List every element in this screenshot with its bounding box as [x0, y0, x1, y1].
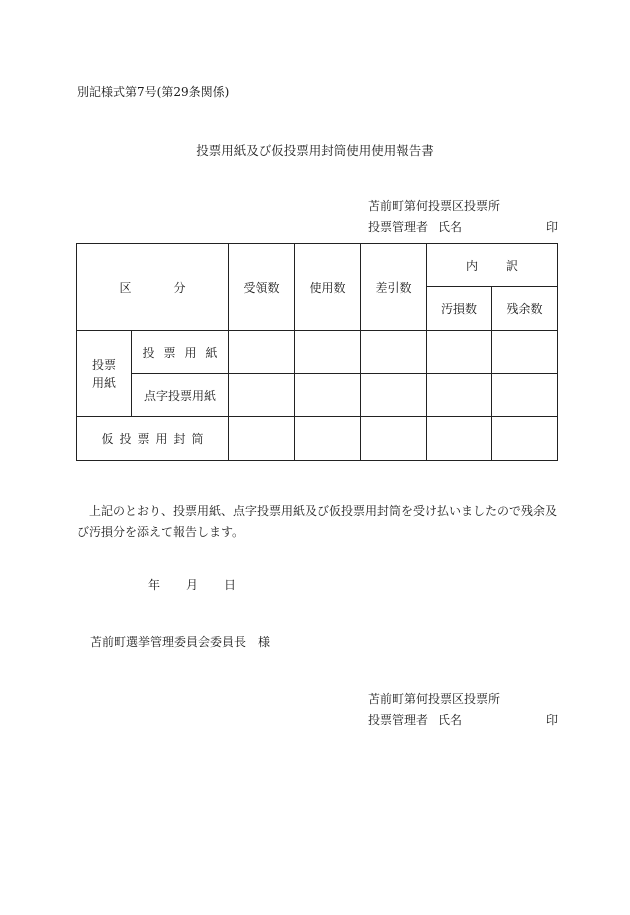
report-table [76, 243, 558, 461]
cell-difference[interactable] [361, 417, 427, 461]
row-provisional-envelope: 仮投票用封筒 [77, 417, 229, 461]
polling-station-name: 苫前町第何投票区投票所 [368, 692, 501, 706]
row-braille-ballot: 点字投票用紙 [132, 374, 229, 417]
cell-remaining[interactable] [492, 417, 558, 461]
manager-signature-line [368, 218, 558, 235]
form-number: 別記様式第7号(第29条関係) [77, 85, 230, 99]
header-damaged: 汚損数 [427, 287, 492, 331]
seal-mark: 印 [545, 713, 558, 727]
header-breakdown: 内訳 [427, 244, 558, 287]
seal-mark: 印 [545, 220, 558, 234]
manager-role: 投票管理者 [368, 713, 429, 727]
header-category: 区分 [77, 244, 229, 331]
date-day: 日 [224, 578, 237, 592]
name-label: 氏名 [438, 713, 463, 727]
header-received: 受領数 [229, 244, 295, 331]
cell-received[interactable] [229, 417, 295, 461]
cell-received[interactable] [229, 331, 295, 374]
cell-difference[interactable] [361, 331, 427, 374]
cell-used[interactable] [295, 331, 361, 374]
cell-used[interactable] [295, 417, 361, 461]
report-statement: 上記のとおり、投票用紙、点字投票用紙及び仮投票用封筒を受け払いましたので残余及び汚損分を添えて報告します。 [77, 504, 558, 539]
cell-used[interactable] [295, 374, 361, 417]
date-year: 年 [148, 578, 161, 592]
manager-role: 投票管理者 [368, 220, 429, 234]
cell-remaining[interactable] [492, 374, 558, 417]
date-month: 月 [186, 578, 199, 592]
cell-received[interactable] [229, 374, 295, 417]
manager-signature-line [368, 711, 558, 728]
cell-damaged[interactable] [427, 331, 492, 374]
header-used: 使用数 [295, 244, 361, 331]
header-remaining: 残余数 [492, 287, 558, 331]
document-title: 投票用紙及び仮投票用封筒使用使用報告書 [196, 143, 434, 158]
cell-remaining[interactable] [492, 331, 558, 374]
cell-damaged[interactable] [427, 417, 492, 461]
row-ballot-paper: 投票用紙 [132, 331, 229, 374]
name-label: 氏名 [438, 220, 463, 234]
group-ballot-paper: 投票 用紙 [77, 331, 132, 417]
cell-damaged[interactable] [427, 374, 492, 417]
header-difference: 差引数 [361, 244, 427, 331]
cell-difference[interactable] [361, 374, 427, 417]
polling-station-name: 苫前町第何投票区投票所 [368, 199, 501, 213]
addressee: 苫前町選挙管理委員会委員長 様 [90, 635, 271, 649]
date-line [148, 576, 236, 593]
